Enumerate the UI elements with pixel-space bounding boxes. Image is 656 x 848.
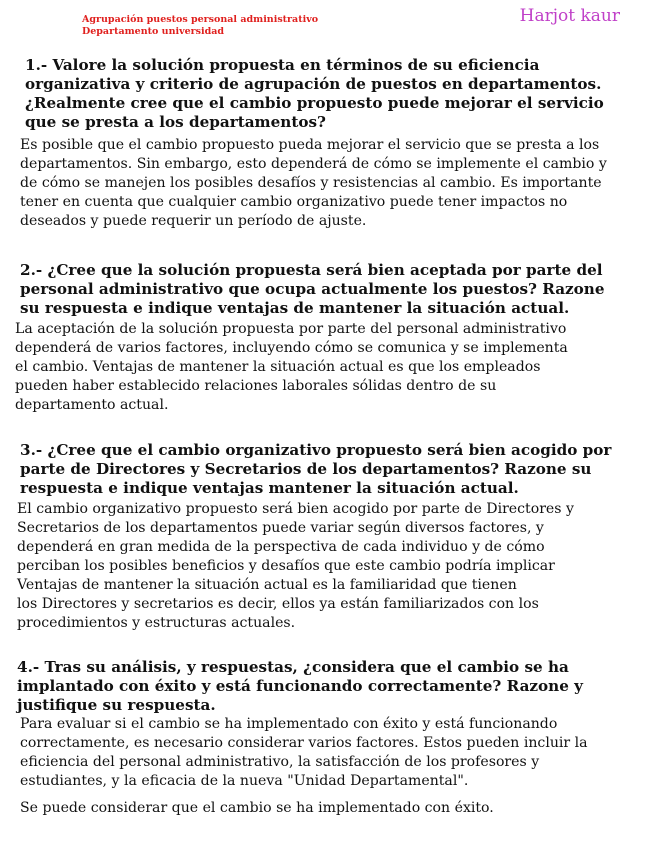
question-2 bbox=[20, 261, 605, 318]
header-line-2: Departamento universidad bbox=[82, 26, 225, 37]
question-3 bbox=[20, 441, 611, 498]
question-1-line: que se presta a los departamentos? bbox=[25, 113, 326, 131]
answer-3-line: perciban los posibles beneficios y desafíos que este cambio podría implicar bbox=[17, 558, 555, 574]
answer-1-line: tener en cuenta que cualquier cambio organizativo puede tener impactos no bbox=[20, 194, 568, 210]
question-4-line: implantado con éxito y está funcionando correctamente? Razone y bbox=[17, 677, 583, 695]
question-3-line: parte de Directores y Secretarios de los departamentos? Razone su bbox=[20, 460, 592, 478]
answer-1-line: Es posible que el cambio propuesto pueda mejorar el servicio que se presta a los bbox=[20, 137, 600, 153]
answer-4-line: estudiantes, y la eficacia de la nueva "Unidad Departamental". bbox=[20, 773, 469, 789]
question-2-line: 2.- ¿Cree que la solución propuesta será bien aceptada por parte del bbox=[20, 261, 603, 279]
answer-3-line: procedimientos y estructuras actuales. bbox=[17, 615, 296, 631]
answer-2-line: el cambio. Ventajas de mantener la situación actual es que los empleados bbox=[15, 359, 541, 375]
document-header-subject bbox=[82, 14, 318, 38]
answer-1-line: departamentos. Sin embargo, esto dependerá de cómo se implemente el cambio y bbox=[20, 156, 607, 172]
answer-2-line: departamento actual. bbox=[15, 397, 169, 413]
question-3-line: respuesta e indique ventajas mantener la situación actual. bbox=[20, 479, 519, 497]
question-4 bbox=[17, 658, 583, 715]
question-1-line: 1.- Valore la solución propuesta en términos de su eficiencia bbox=[25, 56, 540, 74]
answer-3 bbox=[17, 500, 574, 633]
answer-1-line: deseados y puede requerir un período de ajuste. bbox=[20, 213, 367, 229]
answer-3-line: Secretarios de los departamentos puede variar según diversos factores, y bbox=[17, 520, 544, 536]
answer-3-line: El cambio organizativo propuesto será bien acogido por parte de Directores y bbox=[17, 501, 574, 517]
question-1-line: ¿Realmente cree que el cambio propuesto puede mejorar el servicio bbox=[25, 94, 604, 112]
conclusion: Se puede considerar que el cambio se ha implementado con éxito. bbox=[20, 800, 494, 816]
answer-3-line: dependerá en gran medida de la perspectiva de cada individuo y de cómo bbox=[17, 539, 545, 555]
answer-1-line: de cómo se manejen los posibles desafíos y resistencias al cambio. Es importante bbox=[20, 175, 602, 191]
answer-2-line: dependerá de varios factores, incluyendo cómo se comunica y se implementa bbox=[15, 340, 568, 356]
answer-2 bbox=[15, 320, 568, 415]
answer-2-line: La aceptación de la solución propuesta por parte del personal administrativo bbox=[15, 321, 567, 337]
answer-3-line: Ventajas de mantener la situación actual es la familiaridad que tienen bbox=[17, 577, 517, 593]
question-3-line: 3.- ¿Cree que el cambio organizativo propuesto será bien acogido por bbox=[20, 441, 612, 459]
question-2-line: personal administrativo que ocupa actualmente los puestos? Razone bbox=[20, 280, 605, 298]
answer-1 bbox=[20, 136, 607, 231]
question-1 bbox=[25, 56, 604, 132]
answer-2-line: pueden haber establecido relaciones laborales sólidas dentro de su bbox=[15, 378, 497, 394]
answer-3-line: los Directores y secretarios es decir, ellos ya están familiarizados con los bbox=[17, 596, 539, 612]
header-line-1: Agrupación puestos personal administrativo bbox=[82, 14, 319, 25]
answer-4-line: Para evaluar si el cambio se ha implementado con éxito y está funcionando bbox=[20, 716, 558, 732]
answer-4-line: correctamente, es necesario considerar varios factores. Estos pueden incluir la bbox=[20, 735, 588, 751]
answer-4 bbox=[20, 715, 588, 791]
question-4-line: justifique su respuesta. bbox=[17, 696, 216, 714]
question-2-line: su respuesta e indique ventajas de mantener la situación actual. bbox=[20, 299, 570, 317]
question-4-line: 4.- Tras su análisis, y respuestas, ¿considera que el cambio se ha bbox=[17, 658, 569, 676]
answer-4-line: eficiencia del personal administrativo, la satisfacción de los profesores y bbox=[20, 754, 540, 770]
author-name: Harjot kaur bbox=[519, 6, 620, 26]
question-1-line: organizativa y criterio de agrupación de puestos en departamentos. bbox=[25, 75, 602, 93]
